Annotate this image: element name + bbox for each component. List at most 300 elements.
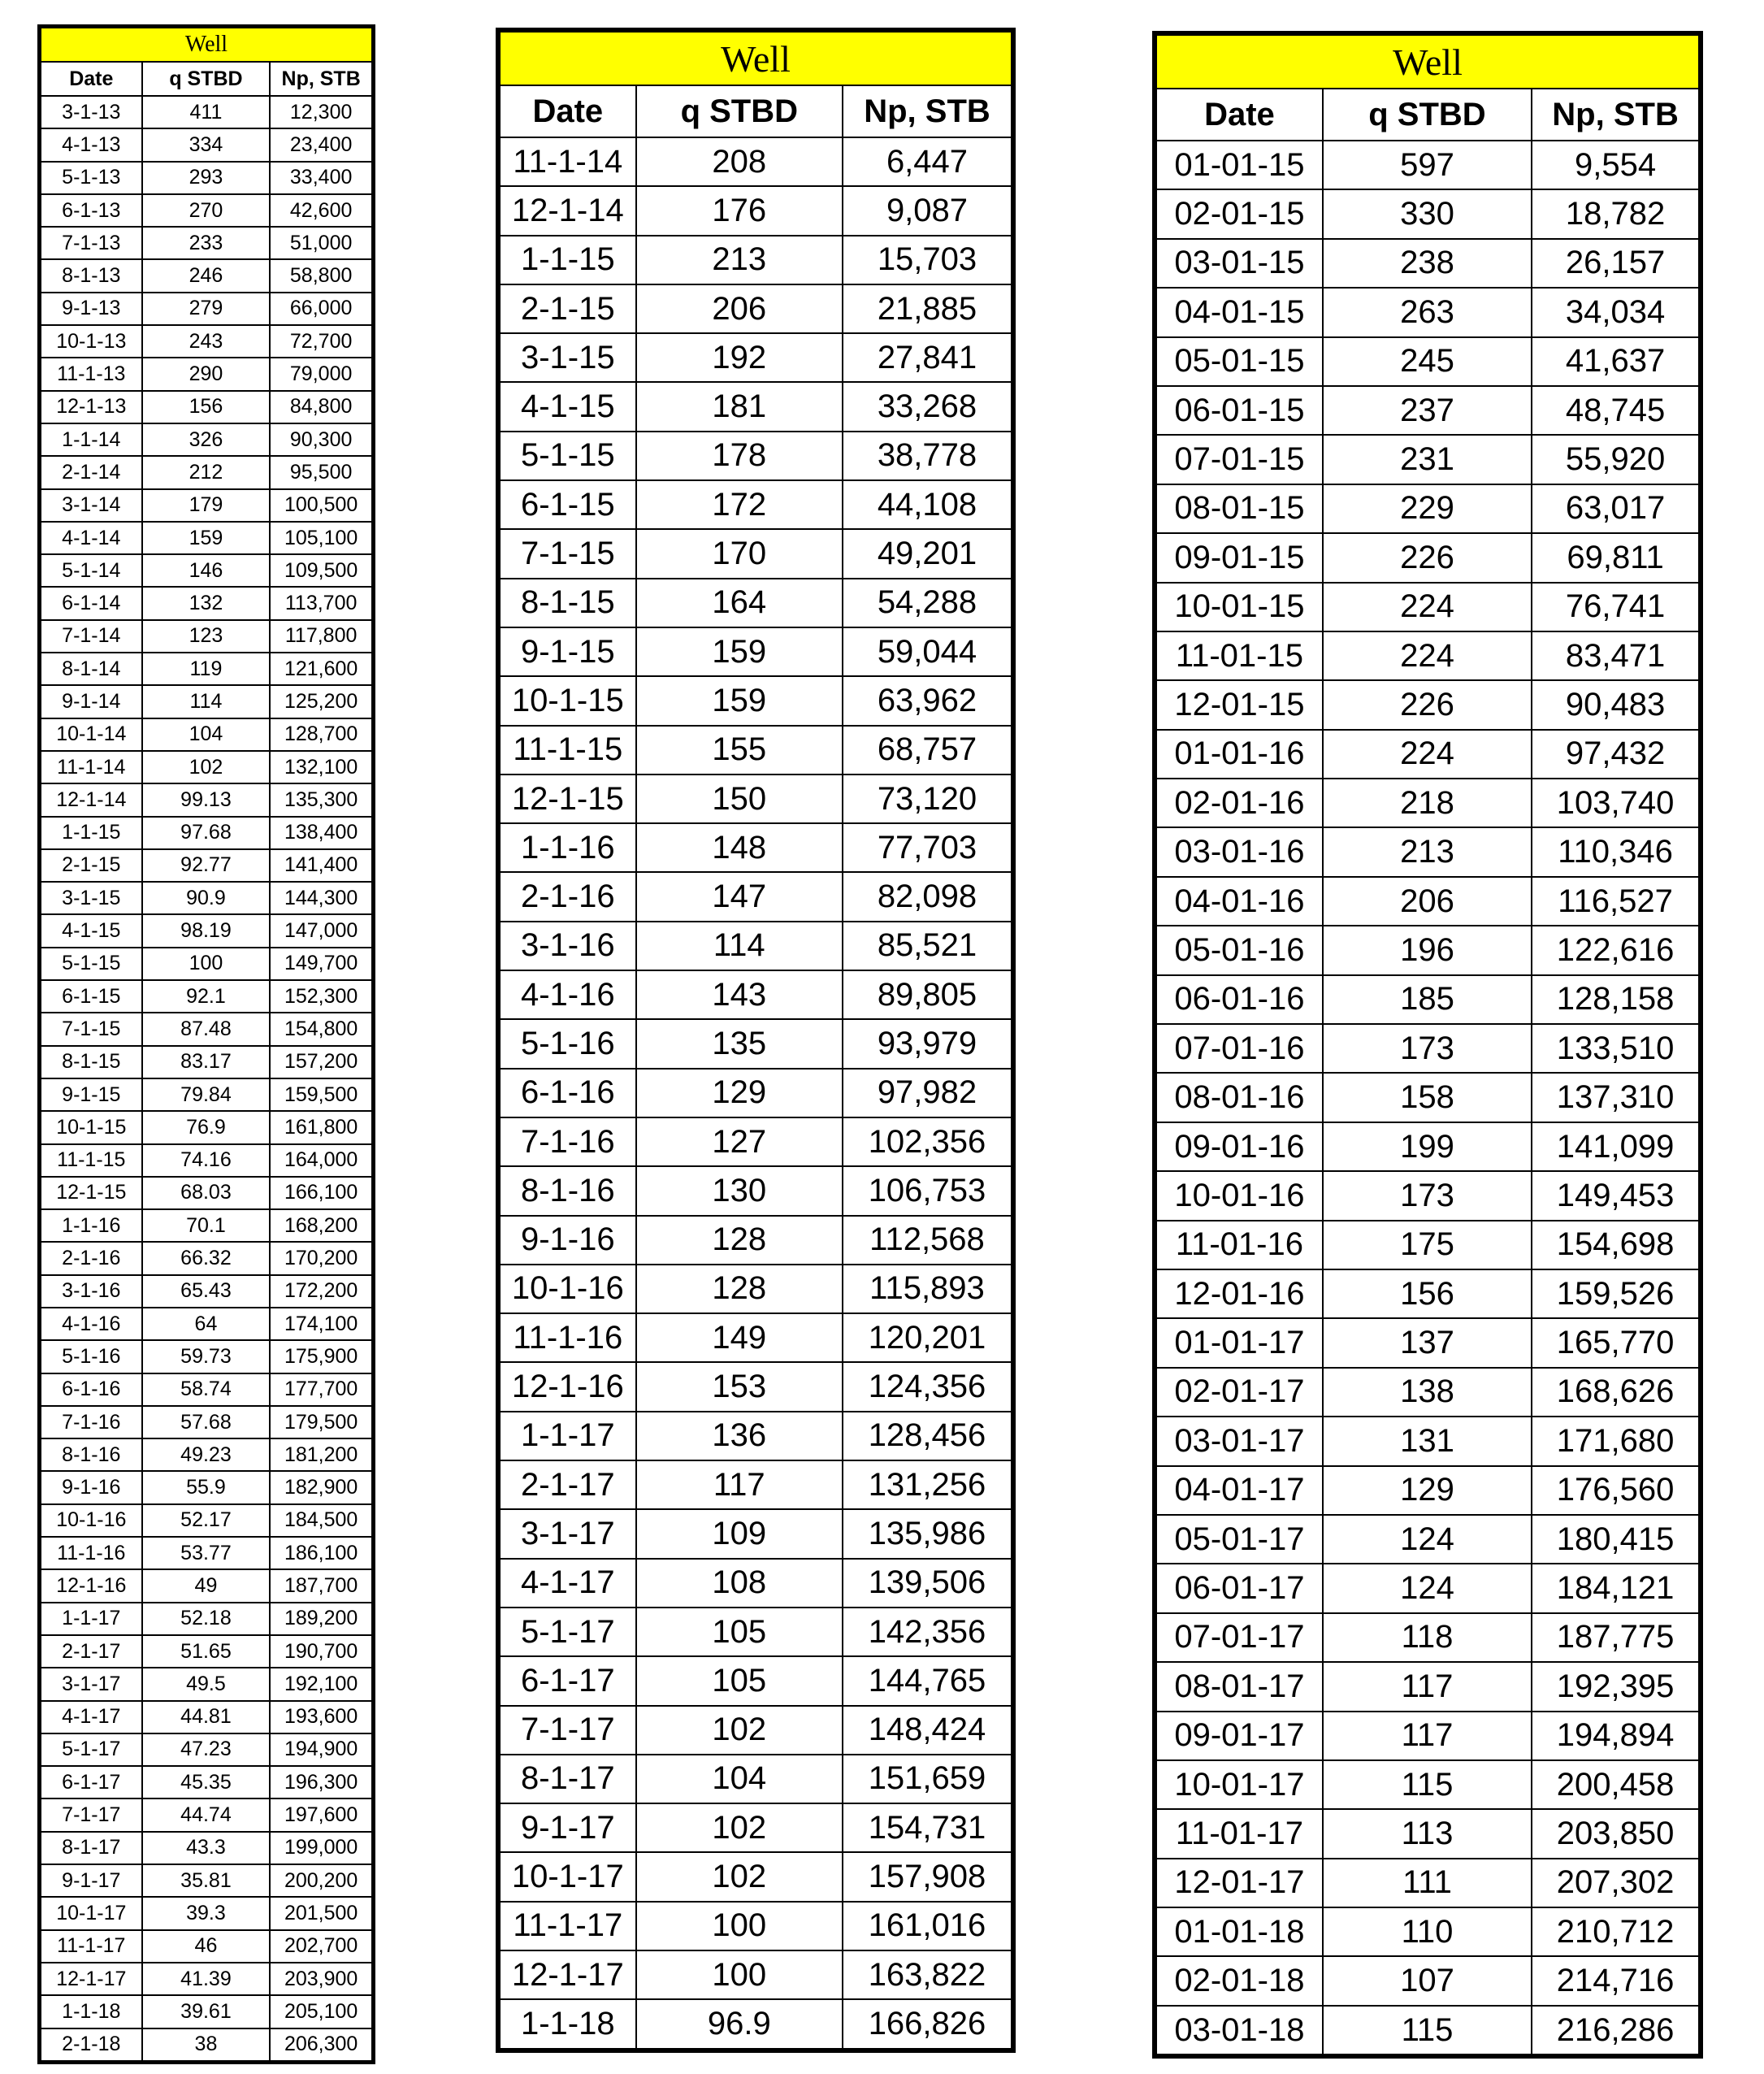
- date-cell: 03-01-18: [1155, 2006, 1323, 2056]
- table-row: [40, 259, 374, 292]
- cumulative-cell: 175,900: [270, 1340, 373, 1373]
- rate-header: q STBD: [1323, 89, 1532, 141]
- cumulative-cell: 121,600: [270, 653, 373, 685]
- cumulative-cell: 63,962: [843, 676, 1013, 725]
- cumulative-cell: 109,500: [270, 554, 373, 587]
- table-row: [1155, 631, 1701, 680]
- cumulative-cell: 154,731: [843, 1803, 1013, 1852]
- date-cell: 12-1-14: [40, 783, 142, 816]
- table-row: [498, 1216, 1013, 1265]
- cumulative-cell: 117,800: [270, 620, 373, 653]
- cumulative-cell: 166,826: [843, 1999, 1013, 2050]
- cumulative-cell: 33,268: [843, 382, 1013, 431]
- rate-cell: 178: [636, 432, 843, 480]
- rate-cell: 153: [636, 1362, 843, 1411]
- table-row: [40, 1209, 374, 1242]
- table-row: [1155, 2006, 1701, 2056]
- table-row: [1155, 1269, 1701, 1318]
- rate-cell: 51.65: [142, 1635, 271, 1668]
- cumulative-cell: 148,424: [843, 1706, 1013, 1755]
- date-cell: 1-1-14: [40, 423, 142, 456]
- cumulative-cell: 90,483: [1532, 680, 1701, 729]
- table-row: [498, 1265, 1013, 1313]
- cumulative-cell: 149,453: [1532, 1171, 1701, 1220]
- rate-cell: 181: [636, 382, 843, 431]
- date-cell: 12-01-17: [1155, 1859, 1323, 1907]
- rate-cell: 196: [1323, 926, 1532, 974]
- rate-cell: 147: [636, 872, 843, 921]
- date-cell: 12-1-13: [40, 391, 142, 423]
- table-row: [1155, 779, 1701, 827]
- table-row: [498, 333, 1013, 382]
- date-cell: 10-1-13: [40, 325, 142, 358]
- cumulative-cell: 141,400: [270, 849, 373, 882]
- date-cell: 03-01-17: [1155, 1417, 1323, 1465]
- rate-cell: 113: [1323, 1809, 1532, 1858]
- cumulative-cell: 189,200: [270, 1603, 373, 1635]
- cumulative-cell: 120,201: [843, 1313, 1013, 1362]
- rate-cell: 117: [1323, 1712, 1532, 1760]
- table-title: Well: [40, 27, 374, 63]
- cumulative-cell: 142,356: [843, 1608, 1013, 1656]
- table-row: [40, 1078, 374, 1111]
- rate-cell: 57.68: [142, 1406, 271, 1438]
- rate-cell: 41.39: [142, 1963, 271, 1995]
- table-row: [40, 522, 374, 554]
- table-row: [40, 456, 374, 488]
- cumulative-cell: 128,158: [1532, 975, 1701, 1024]
- well-table-1: [37, 24, 375, 2064]
- cumulative-cell: 73,120: [843, 774, 1013, 823]
- rate-cell: 213: [636, 236, 843, 284]
- table-row: [40, 1930, 374, 1963]
- date-cell: 8-1-15: [498, 579, 636, 627]
- date-cell: 8-1-17: [498, 1755, 636, 1803]
- rate-cell: 279: [142, 293, 271, 325]
- cumulative-cell: 33,400: [270, 162, 373, 194]
- table-row: [40, 783, 374, 816]
- rate-cell: 170: [636, 529, 843, 578]
- table-row: [40, 1864, 374, 1897]
- date-cell: 08-01-16: [1155, 1073, 1323, 1122]
- cumulative-cell: 115,893: [843, 1265, 1013, 1313]
- cumulative-cell: 149,700: [270, 948, 373, 980]
- table-row: [498, 676, 1013, 725]
- cumulative-cell: 171,680: [1532, 1417, 1701, 1465]
- date-cell: 5-1-16: [40, 1340, 142, 1373]
- rate-cell: 117: [636, 1460, 843, 1509]
- cumulative-cell: 110,346: [1532, 827, 1701, 876]
- rate-cell: 175: [1323, 1221, 1532, 1269]
- date-cell: 09-01-17: [1155, 1712, 1323, 1760]
- date-cell: 03-01-15: [1155, 239, 1323, 288]
- table-row: [498, 1019, 1013, 1068]
- rate-cell: 129: [1323, 1466, 1532, 1515]
- date-cell: 02-01-16: [1155, 779, 1323, 827]
- cumulative-cell: 51,000: [270, 227, 373, 259]
- table-row: [498, 1559, 1013, 1608]
- cumulative-cell: 207,302: [1532, 1859, 1701, 1907]
- table-row: [1155, 1712, 1701, 1760]
- cumulative-cell: 76,741: [1532, 583, 1701, 631]
- cumulative-cell: 124,356: [843, 1362, 1013, 1411]
- rate-cell: 59.73: [142, 1340, 271, 1373]
- rate-cell: 35.81: [142, 1864, 271, 1897]
- cumulative-cell: 187,700: [270, 1569, 373, 1602]
- date-cell: 8-1-16: [498, 1166, 636, 1215]
- table-row: [498, 726, 1013, 774]
- table-row: [40, 751, 374, 783]
- cumulative-cell: 102,356: [843, 1117, 1013, 1166]
- table-row: [40, 1438, 374, 1471]
- rate-cell: 100: [142, 948, 271, 980]
- table-row: [40, 1013, 374, 1045]
- table-row: [1155, 877, 1701, 926]
- rate-cell: 155: [636, 726, 843, 774]
- cumulative-cell: 174,100: [270, 1308, 373, 1340]
- date-cell: 01-01-18: [1155, 1907, 1323, 1956]
- rate-cell: 129: [636, 1069, 843, 1117]
- date-cell: 9-1-17: [40, 1864, 142, 1897]
- date-cell: 08-01-15: [1155, 484, 1323, 533]
- table-row: [498, 1706, 1013, 1755]
- date-cell: 2-1-17: [498, 1460, 636, 1509]
- table-row: [1155, 141, 1701, 189]
- rate-cell: 263: [1323, 288, 1532, 336]
- table-row: [40, 685, 374, 718]
- date-cell: 2-1-15: [40, 849, 142, 882]
- date-cell: 11-1-14: [40, 751, 142, 783]
- date-cell: 2-1-14: [40, 456, 142, 488]
- rate-cell: 44.74: [142, 1798, 271, 1831]
- table-row: [498, 627, 1013, 676]
- date-cell: 11-01-17: [1155, 1809, 1323, 1858]
- cumulative-cell: 54,288: [843, 579, 1013, 627]
- cumulative-cell: 106,753: [843, 1166, 1013, 1215]
- date-cell: 08-01-17: [1155, 1662, 1323, 1711]
- rate-cell: 119: [142, 653, 271, 685]
- table-row: [40, 227, 374, 259]
- cumulative-cell: 182,900: [270, 1471, 373, 1503]
- rate-cell: 115: [1323, 1760, 1532, 1809]
- rate-cell: 290: [142, 358, 271, 390]
- date-cell: 11-1-17: [498, 1902, 636, 1950]
- table-row: [498, 1412, 1013, 1460]
- rate-cell: 49: [142, 1569, 271, 1602]
- table-row: [40, 1340, 374, 1373]
- table-row: [40, 96, 374, 128]
- cumulative-cell: 105,100: [270, 522, 373, 554]
- rate-cell: 138: [1323, 1368, 1532, 1417]
- rate-cell: 132: [142, 587, 271, 619]
- date-cell: 2-1-16: [498, 872, 636, 921]
- rate-cell: 49.23: [142, 1438, 271, 1471]
- cumulative-cell: 112,568: [843, 1216, 1013, 1265]
- table-row: [1155, 533, 1701, 582]
- rate-cell: 74.16: [142, 1144, 271, 1177]
- table-title: Well: [498, 30, 1013, 85]
- table-row: [1155, 1073, 1701, 1122]
- table-row: [1155, 1368, 1701, 1417]
- rate-cell: 102: [636, 1706, 843, 1755]
- rate-cell: 90.9: [142, 882, 271, 914]
- cumulative-cell: 179,500: [270, 1406, 373, 1438]
- table-row: [1155, 484, 1701, 533]
- table-row: [498, 970, 1013, 1019]
- rate-cell: 43.3: [142, 1832, 271, 1864]
- rate-cell: 326: [142, 423, 271, 456]
- table-row: [498, 1902, 1013, 1950]
- date-cell: 10-1-17: [498, 1852, 636, 1901]
- cumulative-cell: 154,698: [1532, 1221, 1701, 1269]
- cumulative-cell: 18,782: [1532, 189, 1701, 238]
- rate-cell: 173: [1323, 1024, 1532, 1073]
- cumulative-cell: 144,765: [843, 1656, 1013, 1705]
- cumulative-cell: 128,456: [843, 1412, 1013, 1460]
- cumulative-cell: 164,000: [270, 1144, 373, 1177]
- table-row: [1155, 680, 1701, 729]
- rate-cell: 105: [636, 1608, 843, 1656]
- cumulative-cell: 15,703: [843, 236, 1013, 284]
- date-cell: 3-1-17: [40, 1668, 142, 1700]
- cumulative-cell: 83,471: [1532, 631, 1701, 680]
- rate-cell: 185: [1323, 975, 1532, 1024]
- date-cell: 06-01-17: [1155, 1564, 1323, 1612]
- date-cell: 10-01-15: [1155, 583, 1323, 631]
- date-cell: 9-1-13: [40, 293, 142, 325]
- date-cell: 12-1-17: [40, 1963, 142, 1995]
- table-row: [40, 620, 374, 653]
- cumulative-cell: 165,770: [1532, 1318, 1701, 1367]
- rate-cell: 159: [142, 522, 271, 554]
- cumulative-cell: 161,800: [270, 1111, 373, 1143]
- rate-cell: 206: [636, 284, 843, 333]
- cumulative-cell: 186,100: [270, 1537, 373, 1569]
- table-row: [1155, 189, 1701, 238]
- table-row: [40, 1569, 374, 1602]
- cumulative-cell: 23,400: [270, 128, 373, 161]
- date-cell: 5-1-17: [40, 1733, 142, 1766]
- date-cell: 1-1-16: [40, 1209, 142, 1242]
- date-cell: 6-1-13: [40, 194, 142, 227]
- cumulative-cell: 205,100: [270, 1995, 373, 2028]
- cumulative-cell: 210,712: [1532, 1907, 1701, 1956]
- table-row: [498, 529, 1013, 578]
- rate-cell: 243: [142, 325, 271, 358]
- cumulative-cell: 34,034: [1532, 288, 1701, 336]
- cumulative-cell: 190,700: [270, 1635, 373, 1668]
- date-cell: 12-01-15: [1155, 680, 1323, 729]
- cumulative-cell: 21,885: [843, 284, 1013, 333]
- date-cell: 11-1-16: [40, 1537, 142, 1569]
- rate-cell: 64: [142, 1308, 271, 1340]
- rate-cell: 224: [1323, 730, 1532, 779]
- cumulative-cell: 49,201: [843, 529, 1013, 578]
- cumulative-cell: 72,700: [270, 325, 373, 358]
- date-cell: 03-01-16: [1155, 827, 1323, 876]
- cumulative-cell: 128,700: [270, 718, 373, 751]
- date-cell: 4-1-17: [40, 1701, 142, 1733]
- rate-cell: 96.9: [636, 1999, 843, 2050]
- rate-cell: 246: [142, 259, 271, 292]
- table-row: [1155, 827, 1701, 876]
- cumulative-cell: 170,200: [270, 1242, 373, 1274]
- rate-cell: 115: [1323, 2006, 1532, 2056]
- date-cell: 6-1-15: [40, 980, 142, 1013]
- cumulative-cell: 63,017: [1532, 484, 1701, 533]
- date-cell: 8-1-15: [40, 1046, 142, 1078]
- table-row: [498, 823, 1013, 872]
- cumulative-cell: 192,100: [270, 1668, 373, 1700]
- table-row: [1155, 1907, 1701, 1956]
- date-cell: 9-1-16: [498, 1216, 636, 1265]
- date-cell: 11-1-15: [498, 726, 636, 774]
- cumulative-cell: 9,087: [843, 186, 1013, 235]
- rate-cell: 206: [1323, 877, 1532, 926]
- cumulative-cell: 197,600: [270, 1798, 373, 1831]
- date-cell: 10-1-17: [40, 1897, 142, 1929]
- table-row: [40, 1111, 374, 1143]
- table-row: [40, 1733, 374, 1766]
- table-row: [40, 1798, 374, 1831]
- date-cell: 6-1-15: [498, 480, 636, 529]
- rate-cell: 224: [1323, 631, 1532, 680]
- cumulative-cell: 214,716: [1532, 1956, 1701, 2005]
- date-cell: 3-1-15: [40, 882, 142, 914]
- rate-cell: 237: [1323, 386, 1532, 435]
- table-row: [40, 1504, 374, 1537]
- table-row: [40, 1701, 374, 1733]
- cumulative-cell: 135,300: [270, 783, 373, 816]
- date-cell: 5-1-14: [40, 554, 142, 587]
- rate-cell: 229: [1323, 484, 1532, 533]
- date-cell: 3-1-14: [40, 489, 142, 522]
- date-cell: 9-1-14: [40, 685, 142, 718]
- title-row: [498, 30, 1013, 85]
- date-cell: 5-1-15: [498, 432, 636, 480]
- table-row: [1155, 1417, 1701, 1465]
- cumulative-cell: 97,432: [1532, 730, 1701, 779]
- rate-cell: 156: [1323, 1269, 1532, 1318]
- cumulative-cell: 199,000: [270, 1832, 373, 1864]
- table-row: [40, 489, 374, 522]
- rate-cell: 131: [1323, 1417, 1532, 1465]
- rate-cell: 156: [142, 391, 271, 423]
- cumulative-cell: 166,100: [270, 1177, 373, 1209]
- cumulative-cell: 42,600: [270, 194, 373, 227]
- rate-cell: 58.74: [142, 1373, 271, 1406]
- cumulative-cell: 139,506: [843, 1559, 1013, 1608]
- rate-header: q STBD: [636, 85, 843, 137]
- rate-cell: 148: [636, 823, 843, 872]
- table-row: [498, 1509, 1013, 1558]
- date-cell: 10-1-16: [40, 1504, 142, 1537]
- rate-cell: 65.43: [142, 1275, 271, 1308]
- date-cell: 12-1-17: [498, 1950, 636, 1999]
- rate-cell: 159: [636, 676, 843, 725]
- table-row: [1155, 386, 1701, 435]
- date-cell: 11-1-17: [40, 1930, 142, 1963]
- rate-cell: 102: [636, 1852, 843, 1901]
- date-cell: 7-1-15: [498, 529, 636, 578]
- rate-cell: 218: [1323, 779, 1532, 827]
- table-row: [40, 2028, 374, 2063]
- cumulative-cell: 9,554: [1532, 141, 1701, 189]
- date-cell: 3-1-15: [498, 333, 636, 382]
- date-cell: 5-1-13: [40, 162, 142, 194]
- table-row: [498, 480, 1013, 529]
- cumulative-cell: 159,500: [270, 1078, 373, 1111]
- date-cell: 10-01-17: [1155, 1760, 1323, 1809]
- cumulative-cell: 138,400: [270, 817, 373, 849]
- date-cell: 1-1-16: [498, 823, 636, 872]
- rate-cell: 92.1: [142, 980, 271, 1013]
- rate-cell: 233: [142, 227, 271, 259]
- cumulative-cell: 154,800: [270, 1013, 373, 1045]
- rate-cell: 108: [636, 1559, 843, 1608]
- cumulative-cell: 193,600: [270, 1701, 373, 1733]
- date-cell: 5-1-17: [498, 1608, 636, 1656]
- rate-cell: 55.9: [142, 1471, 271, 1503]
- cumulative-cell: 157,200: [270, 1046, 373, 1078]
- table-row: [40, 882, 374, 914]
- rate-cell: 45.35: [142, 1766, 271, 1798]
- table-row: [1155, 1662, 1701, 1711]
- date-cell: 11-1-15: [40, 1144, 142, 1177]
- rate-cell: 226: [1323, 680, 1532, 729]
- cumulative-cell: 144,300: [270, 882, 373, 914]
- cumulative-cell: 131,256: [843, 1460, 1013, 1509]
- date-cell: 11-1-16: [498, 1313, 636, 1362]
- date-cell: 4-1-13: [40, 128, 142, 161]
- rate-cell: 124: [1323, 1564, 1532, 1612]
- date-cell: 04-01-17: [1155, 1466, 1323, 1515]
- cumulative-cell: 168,200: [270, 1209, 373, 1242]
- date-cell: 02-01-17: [1155, 1368, 1323, 1417]
- rate-cell: 150: [636, 774, 843, 823]
- cumulative-cell: 48,745: [1532, 386, 1701, 435]
- cumulative-cell: 69,811: [1532, 533, 1701, 582]
- rate-cell: 92.77: [142, 849, 271, 882]
- table-row: [1155, 1466, 1701, 1515]
- rate-cell: 100: [636, 1950, 843, 1999]
- cumulative-cell: 135,986: [843, 1509, 1013, 1558]
- date-cell: 6-1-14: [40, 587, 142, 619]
- date-cell: 02-01-15: [1155, 189, 1323, 238]
- title-row: [40, 27, 374, 63]
- table-row: [40, 423, 374, 456]
- rate-cell: 128: [636, 1265, 843, 1313]
- table-row: [40, 358, 374, 390]
- table-row: [40, 325, 374, 358]
- date-cell: 09-01-15: [1155, 533, 1323, 582]
- date-cell: 4-1-15: [498, 382, 636, 431]
- cumulative-cell: 68,757: [843, 726, 1013, 774]
- rate-cell: 176: [636, 186, 843, 235]
- table-row: [1155, 1318, 1701, 1367]
- table-row: [40, 1603, 374, 1635]
- table-row: [40, 817, 374, 849]
- cumulative-cell: 26,157: [1532, 239, 1701, 288]
- date-cell: 11-01-16: [1155, 1221, 1323, 1269]
- table-row: [1155, 1760, 1701, 1809]
- cumulative-cell: 133,510: [1532, 1024, 1701, 1073]
- cumulative-cell: 97,982: [843, 1069, 1013, 1117]
- rate-cell: 52.17: [142, 1504, 271, 1537]
- date-cell: 10-1-14: [40, 718, 142, 751]
- rate-cell: 99.13: [142, 783, 271, 816]
- date-cell: 6-1-17: [498, 1656, 636, 1705]
